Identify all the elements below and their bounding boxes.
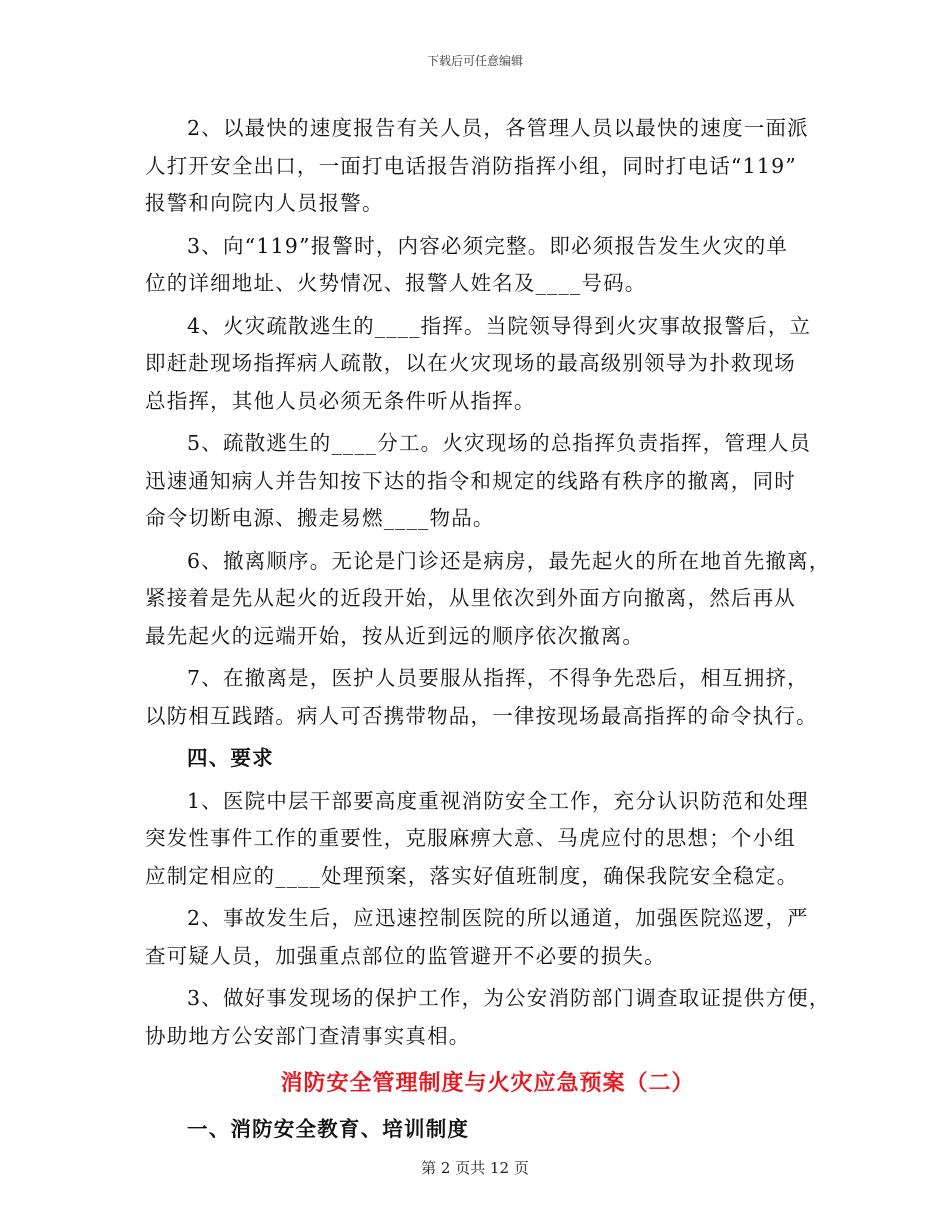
text-line: 2、事故发生后，应迅速控制医院的所以通道，加强医院巡逻，严 <box>187 906 809 930</box>
text-line: 即赶赴现场指挥病人疏散，以在火灾现场的最高级别领导为扑救现场 <box>145 351 796 375</box>
section-heading: 四、要求 <box>187 746 274 770</box>
text-line: 协助地方公安部门查清事实真相。 <box>145 1023 471 1048</box>
text-line: 紧接着是先从起火的近段开始，从里依次到外面方向撤离，然后再从 <box>145 586 796 610</box>
text-line: 4、火灾疏散逃生的____指挥。当院领导得到火灾事故报警后，立 <box>187 313 812 338</box>
text-line: 应制定相应的____处理预案，落实好值班制度，确保我院安全稳定。 <box>145 863 799 888</box>
paragraph-2 <box>145 110 810 223</box>
text-line: 以防相互践踏。病人可否携带物品，一律按现场最高指挥的命令执行。 <box>145 703 818 728</box>
paragraph-7 <box>145 660 818 735</box>
page-number: 第 2 页共 12 页 <box>421 1159 529 1177</box>
text-line: 突发性事件工作的重要性，克服麻痹大意、马虎应付的思想；个小组 <box>145 826 796 850</box>
text-line: 查可疑人员，加强重点部位的监管避开不必要的损失。 <box>145 943 666 968</box>
document-body <box>145 110 831 1149</box>
text-line: 5、疏散逃生的____分工。火灾现场的总指挥负责指挥，管理人员 <box>187 431 812 455</box>
requirement-2 <box>145 900 810 975</box>
text-line: 报警和向院内人员报警。 <box>145 191 384 215</box>
requirement-3 <box>145 980 831 1055</box>
text-line: 迅速通知病人并告知按下达的指令和规定的线路有秩序的撤离，同时 <box>145 468 796 493</box>
text-line: 位的详细地址、火势情况、报警人姓名及____号码。 <box>145 271 647 295</box>
document-title: 消防安全管理制度与火灾应急预案（二） <box>280 1070 695 1096</box>
text-line: 总指挥，其他人员必须无条件听从指挥。 <box>145 388 536 413</box>
text-line: 1、医院中层干部要高度重视消防安全工作，充分认识防范和处理 <box>187 788 809 813</box>
paragraph-3 <box>145 228 810 303</box>
paragraph-5 <box>145 425 810 538</box>
text-line: 7、在撤离是，医护人员要服从指挥，不得争先恐后，相互拥挤， <box>187 666 809 690</box>
paragraph-6 <box>145 543 831 656</box>
text-line: 2、以最快的速度报告有关人员，各管理人员以最快的速度一面派 <box>187 116 809 140</box>
page-header: 下载后可任意编辑 <box>426 54 523 68</box>
text-line: 命令切断电源、搬走易燃____物品。 <box>145 506 495 530</box>
text-line: 人打开安全出口，一面打电话报告消防指挥小组，同时打电话“119” <box>145 153 797 178</box>
subsection-heading: 一、消防安全教育、培训制度 <box>187 1117 470 1141</box>
text-line: 6、撤离顺序。无论是门诊还是病房，最先起火的所在地首先撤离， <box>187 548 831 573</box>
paragraph-4 <box>145 308 810 421</box>
text-line: 3、做好事发现场的保护工作，为公安消防部门调查取证提供方便， <box>187 986 831 1010</box>
requirement-1 <box>145 783 810 896</box>
text-line: 最先起火的远端开始，按从近到远的顺序依次撤离。 <box>145 623 645 648</box>
text-line: 3、向“119”报警时，内容必须完整。即必须报告发生火灾的单 <box>187 233 789 258</box>
